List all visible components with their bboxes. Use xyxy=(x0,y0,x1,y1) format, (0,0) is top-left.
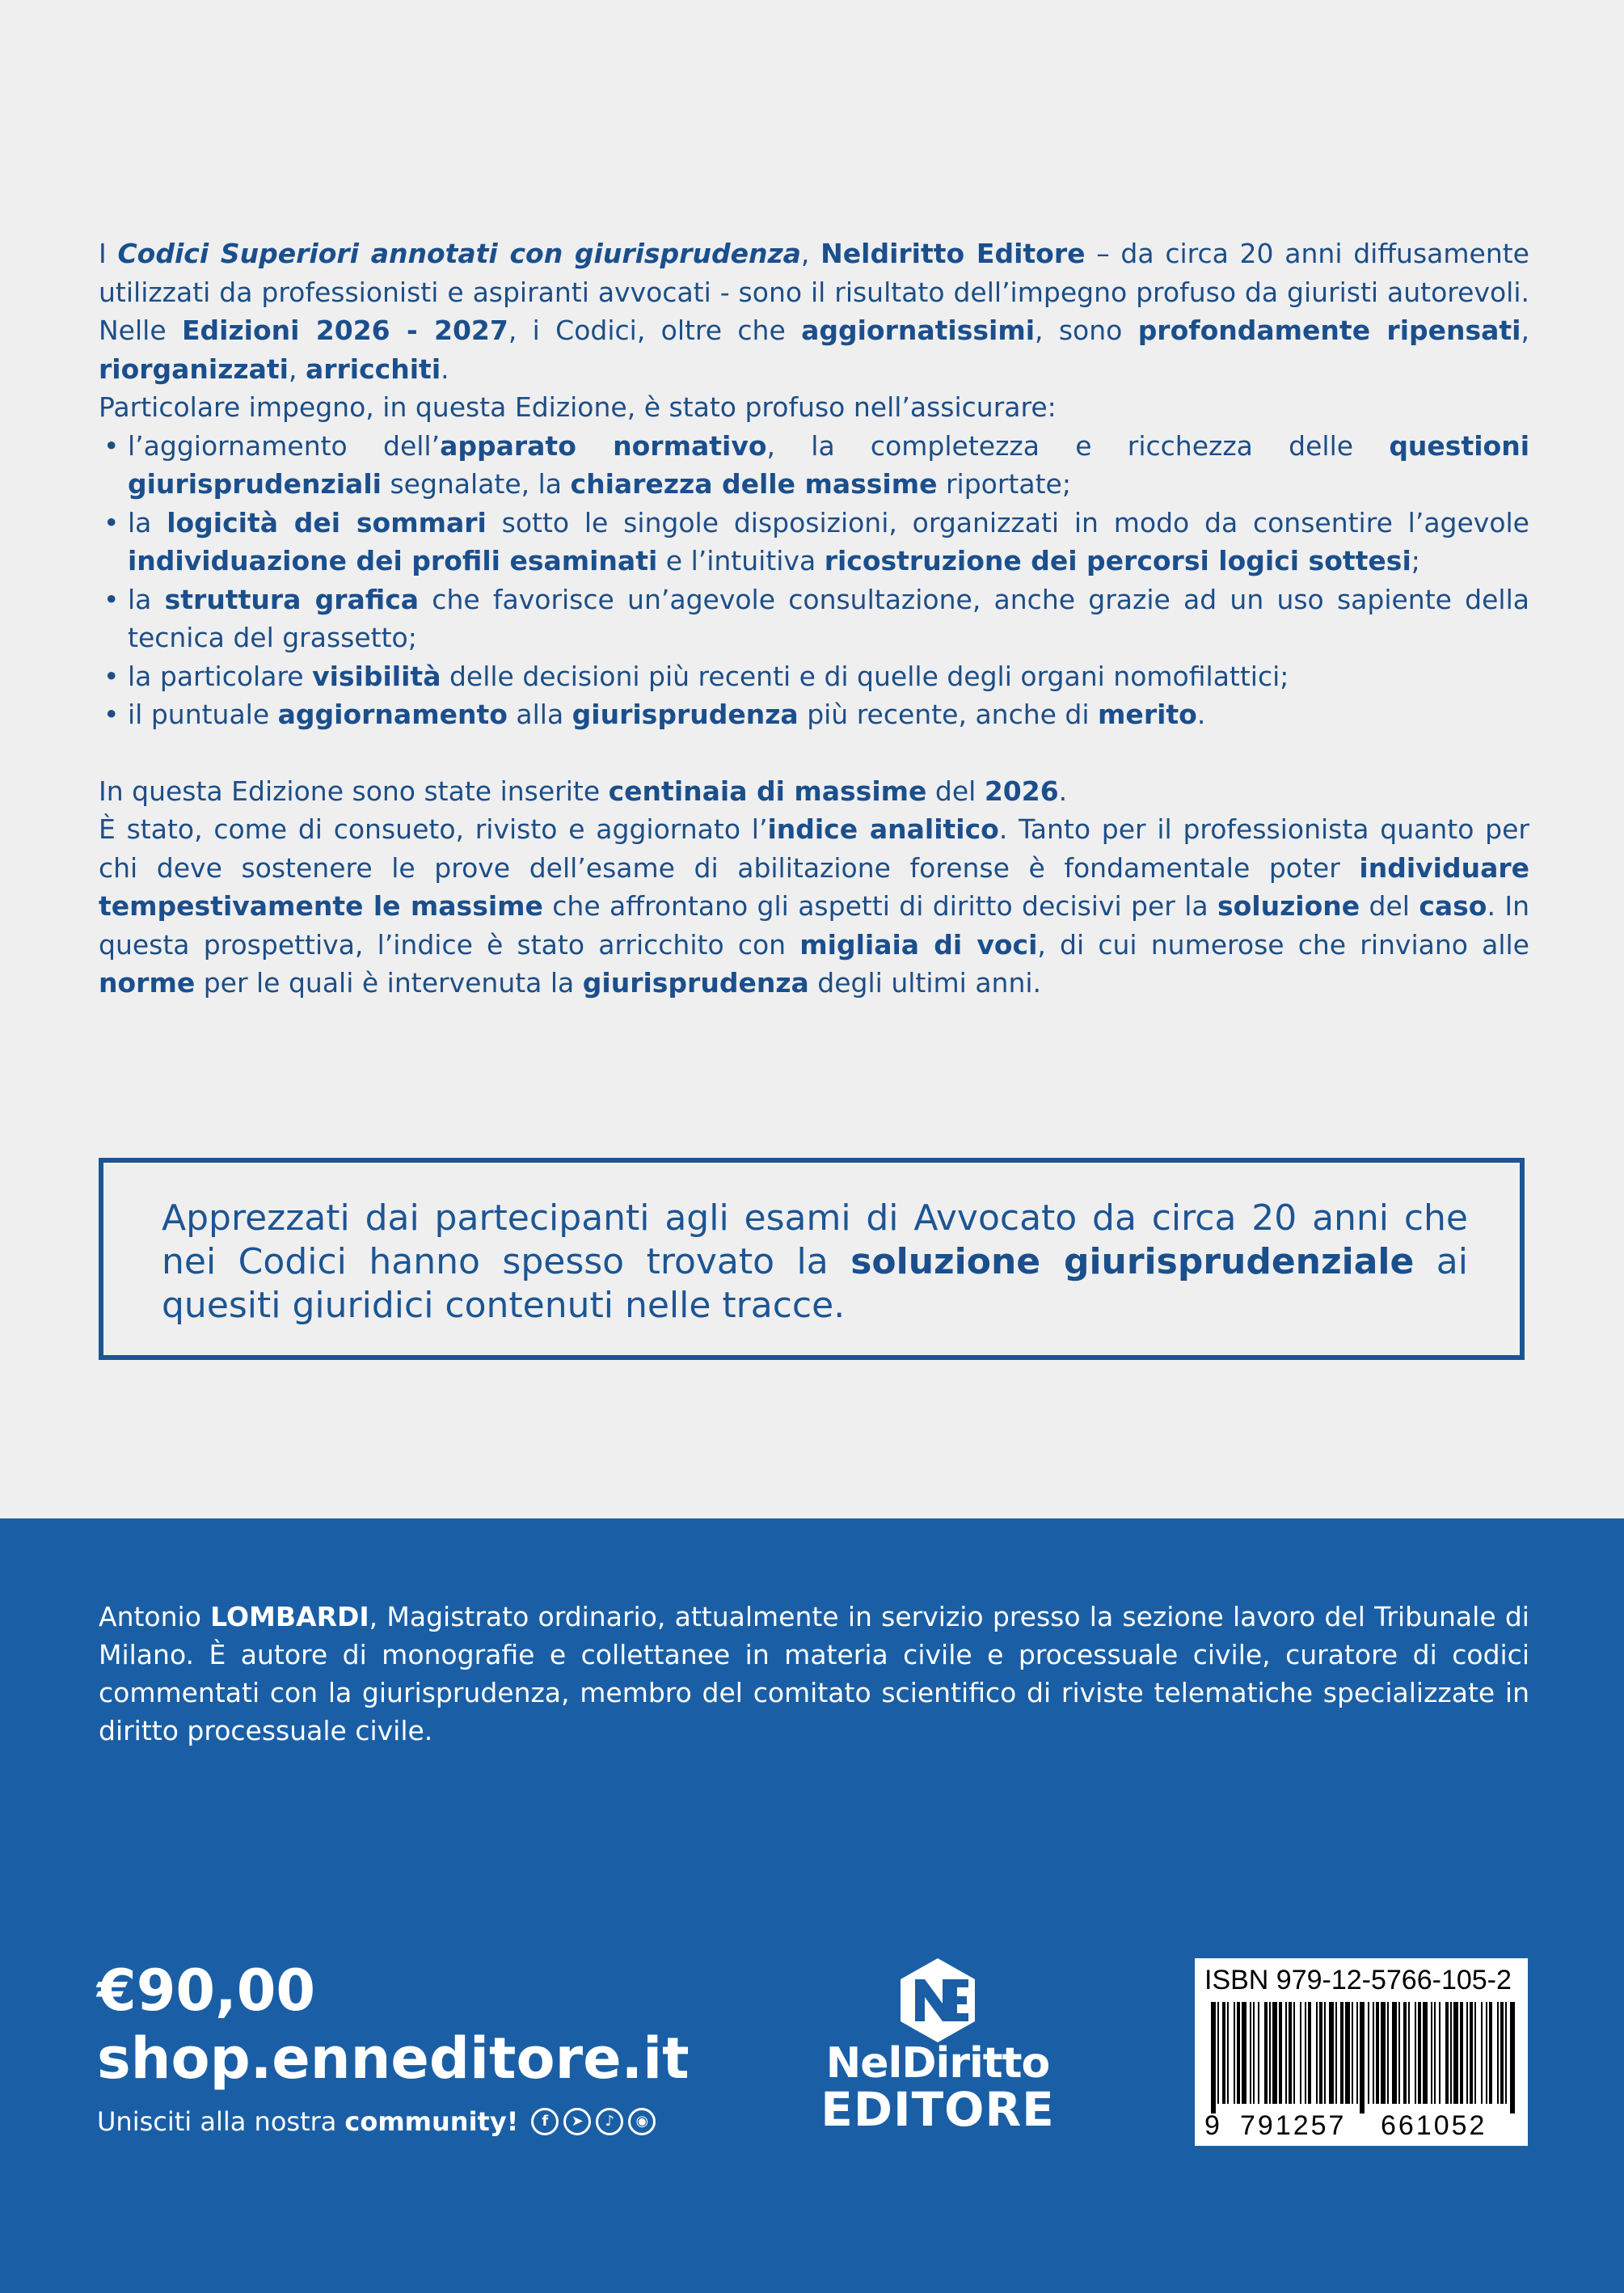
barcode: ISBN 979-12-5766-105-2 9 791257 661052 xyxy=(1195,1958,1528,2146)
barcode-bar xyxy=(1227,2002,1229,2104)
barcode-bar xyxy=(1308,2002,1311,2104)
intro-paragraph-3: In questa Edizione sono state inserite centinaia di massime del 2026. xyxy=(99,775,1068,807)
barcode-bar xyxy=(1300,2002,1301,2104)
barcode-bar xyxy=(1392,2002,1397,2104)
barcode-bar xyxy=(1453,2002,1458,2104)
barcode-bar xyxy=(1368,2002,1369,2104)
barcode-bar xyxy=(1253,2002,1255,2104)
barcode-bar xyxy=(1324,2002,1326,2104)
barcode-bar xyxy=(1316,2002,1318,2104)
barcode-bar xyxy=(1319,2002,1322,2104)
barcode-bar xyxy=(1305,2002,1306,2104)
barcode-bar xyxy=(1381,2002,1386,2104)
bullet-item: • la logicità dei sommari sotto le singole disposizioni, organizzati in modo da consentire l’agevole individuazione dei profili esaminati e l’intuitiva ricostruzione dei percorsi logici sottesi; xyxy=(99,504,1529,581)
barcode-bar xyxy=(1340,2002,1343,2104)
barcode-bar xyxy=(1505,2002,1507,2104)
barcode-bar xyxy=(1329,2002,1334,2104)
barcode-bar xyxy=(1510,2002,1515,2114)
barcode-bar xyxy=(1403,2002,1407,2104)
bullet-item: • la struttura grafica che favorisce un’agevole consultazione, anche grazie ad un uso sapiente della tecnica del grassetto; xyxy=(99,581,1529,657)
barcode-bar xyxy=(1237,2002,1240,2104)
community-label: Unisciti alla nostra xyxy=(97,2106,337,2137)
community-strong: community! xyxy=(344,2106,519,2137)
barcode-bar xyxy=(1272,2002,1277,2104)
barcode-bar xyxy=(1500,2002,1504,2104)
barcode-bar xyxy=(1398,2002,1400,2104)
barcode-bar xyxy=(1497,2002,1499,2104)
facebook-icon[interactable]: f xyxy=(531,2108,559,2135)
bottom-band xyxy=(0,1518,1624,2293)
highlight-box xyxy=(99,1158,1525,1360)
logo-text-line2: EDITORE xyxy=(820,2082,1055,2137)
barcode-bar xyxy=(1445,2002,1449,2104)
barcode-bar xyxy=(1352,2002,1353,2104)
barcode-bars xyxy=(1211,2002,1515,2114)
publisher-logo xyxy=(800,1955,1075,2149)
instagram-icon[interactable]: ◉ xyxy=(628,2108,656,2135)
barcode-bar xyxy=(1418,2002,1421,2104)
barcode-bar xyxy=(1335,2002,1337,2104)
logo-text-line1: NelDiritto xyxy=(825,2039,1050,2088)
barcode-bar xyxy=(1486,2002,1487,2104)
highlight-text: Apprezzati dai partecipanti agli esami di Avvocato da circa 20 anni che nei Codici hanno spesso trovato la soluzione giurisprudenziale ai quesiti giuridici contenuti nelle tracce. xyxy=(162,1197,1468,1326)
barcode-bar xyxy=(1489,2002,1492,2104)
ne-logo-icon xyxy=(800,1955,1075,2044)
barcode-bar xyxy=(1211,2002,1216,2114)
bullet-item: • l’aggiornamento dell’apparato normativo, la completezza e ricchezza delle questioni giurisprudenziali segnalate, la chiarezza delle massime riportate; xyxy=(99,427,1529,504)
intro-paragraph-4: È stato, come di consueto, rivisto e aggiornato l’indice analitico. Tanto per il professionista quanto per chi deve sostenere le prove dell’esame di abilitazione forense è fondamentale poter individuare tempestivamente le massime che affrontano gli aspetti di diritto decisivi per la soluzione del caso. In questa prospettiva, l’indice è stato arricchito con migliaia di voci, di cui numerose che rinviano alle norme per le quali è intervenuta la giurisprudenza degli ultimi anni. xyxy=(99,813,1529,999)
barcode-bar xyxy=(1460,2002,1463,2104)
barcode-bar xyxy=(1345,2002,1350,2104)
barcode-bar xyxy=(1356,2002,1358,2104)
community-line xyxy=(97,2105,656,2138)
barcode-bar xyxy=(1258,2002,1259,2104)
tiktok-icon[interactable]: ♪ xyxy=(596,2108,623,2135)
intro-bullet-list xyxy=(99,427,1529,734)
bullet-item: • la particolare visibilità delle decisioni più recenti e di quelle degli organi nomofilattici; xyxy=(99,657,1529,696)
barcode-bar xyxy=(1376,2002,1379,2104)
barcode-bar xyxy=(1217,2002,1219,2104)
shop-link[interactable]: shop.enneditore.it xyxy=(97,2025,690,2092)
intro-text xyxy=(99,234,1529,1003)
barcode-bar xyxy=(1434,2002,1436,2104)
isbn-label: ISBN 979-12-5766-105-2 xyxy=(1204,1965,1512,1995)
bullet-item: • il puntuale aggiornamento alla giurisprudenza più recente, anche di merito. xyxy=(99,695,1529,734)
barcode-bar xyxy=(1269,2002,1271,2104)
barcode-bar xyxy=(1431,2002,1432,2104)
barcode-bar xyxy=(1466,2002,1468,2104)
barcode-bar xyxy=(1439,2002,1441,2104)
barcode-bar xyxy=(1242,2002,1246,2104)
barcode-bar xyxy=(1360,2002,1365,2114)
barcode-bar xyxy=(1264,2002,1268,2104)
barcode-bar xyxy=(1387,2002,1389,2104)
barcode-bar xyxy=(1373,2002,1374,2104)
barcode-bar xyxy=(1250,2002,1251,2104)
barcode-bar xyxy=(1289,2002,1292,2104)
barcode-bar xyxy=(1234,2002,1235,2104)
barcode-bar xyxy=(1450,2002,1452,2104)
barcode-bar xyxy=(1474,2002,1476,2104)
author-bio: Antonio LOMBARDI, Magistrato ordinario, attualmente in servizio presso la sezione lavoro del Tribunale di Milano. È autore di monografie e collettanee in materia civile e processuale civile, curatore di codici commentati con la giurisprudenza, membro del comitato scientifico di riviste telematiche specializzate in diritto processuale civile. xyxy=(99,1601,1529,1746)
barcode-bar xyxy=(1279,2002,1282,2104)
telegram-icon[interactable]: ➤ xyxy=(563,2108,591,2135)
barcode-bar xyxy=(1470,2002,1473,2104)
intro-paragraph-2: Particolare impegno, in questa Edizione, è stato profuso nell’assicurare: xyxy=(99,391,1057,423)
social-icons xyxy=(531,2108,656,2135)
barcode-bar xyxy=(1415,2002,1416,2104)
barcode-bar xyxy=(1481,2002,1483,2104)
barcode-bar xyxy=(1285,2002,1287,2104)
barcode-bar xyxy=(1293,2002,1295,2104)
barcode-bar xyxy=(1408,2002,1410,2104)
price: €90,00 xyxy=(97,1957,316,2024)
intro-paragraph-1: I Codici Superiori annotati con giurisprudenza, Neldiritto Editore – da circa 20 anni diffusamente utilizzati da professionisti e aspiranti avvocati - sono il risultato dell’impegno profuso da giuristi autorevoli. Nelle Edizioni 2026 - 2027, i Codici, oltre che aggiornatissimi, sono profondamente ripensati, riorganizzati, arricchiti. xyxy=(99,238,1529,385)
barcode-bar xyxy=(1222,2002,1225,2104)
barcode-bar xyxy=(1423,2002,1428,2104)
